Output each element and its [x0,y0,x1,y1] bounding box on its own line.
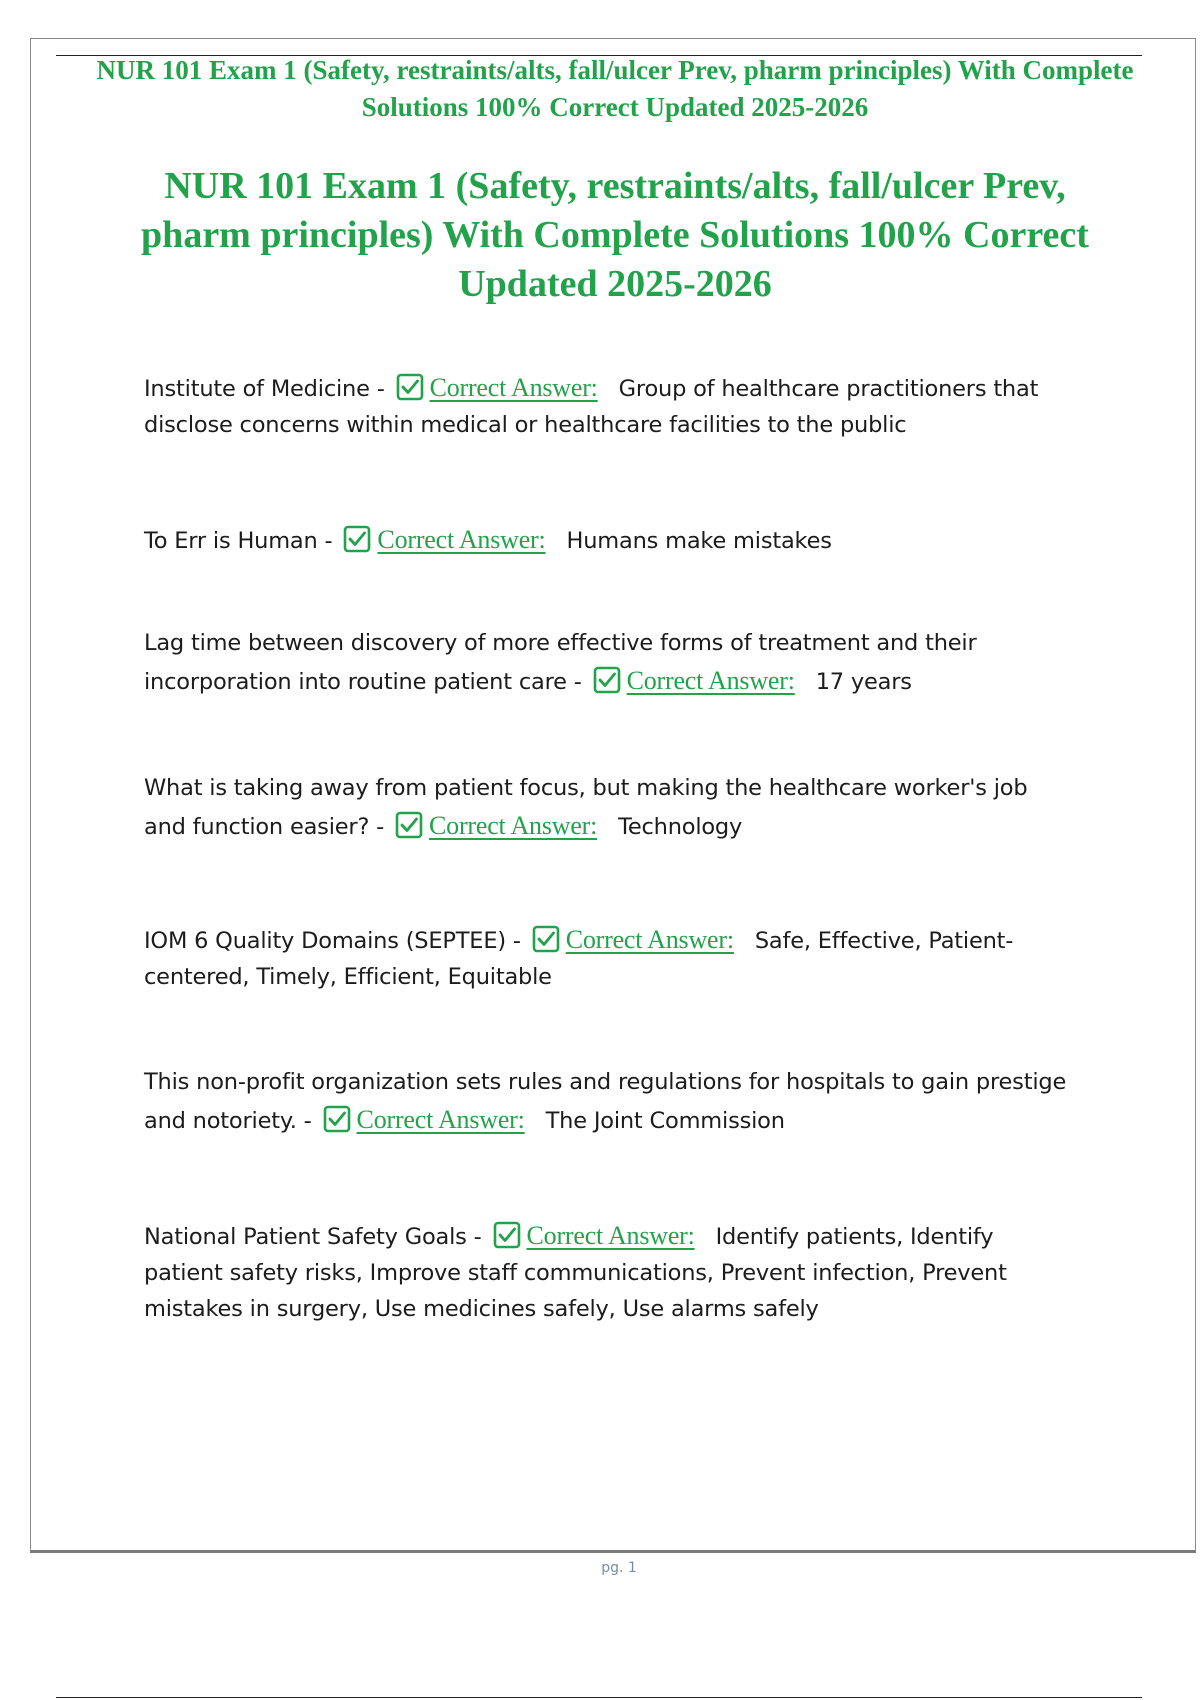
question-text: What is taking away from patient focus, but making the healthcare worker's job and function easier? - [144,775,1028,840]
correct-answer-label: Correct Answer: [377,525,546,554]
running-header: NUR 101 Exam 1 (Safety, restraints/alts, fall/ulcer Prev, pharm principles) With Complete Solutions 100% Correct Updated 2025-2026 [96,55,1134,122]
correct-answer-tag [532,922,734,958]
document-title: NUR 101 Exam 1 (Safety, restraints/alts, fall/ulcer Prev, pharm principles) With Complete Solutions 100% Correct Updated 2025-2026 [141,165,1089,305]
correct-answer-label: Correct Answer: [626,666,795,695]
correct-answer-tag [323,1101,525,1139]
correct-answer-label: Correct Answer: [356,1105,525,1134]
checkbox-check-icon [396,373,424,401]
page-number: pg. 1 [601,1560,637,1576]
question-text: Lag time between discovery of more effective forms of treatment and their incorporation into routine patient care - [144,630,977,695]
answer-text: Technology [618,814,743,840]
question-text: To Err is Human - [144,528,333,554]
correct-answer-tag [396,370,598,406]
checkbox-check-icon [493,1221,521,1249]
qa-item [144,522,1074,559]
question-text: This non-profit organization sets rules and regulations for hospitals to gain prestige and notoriety. - [144,1069,1067,1134]
correct-answer-tag [343,522,545,558]
checkbox-check-icon [343,525,371,553]
answer-text: Safe, Effective, Patient-centered, Timely, Efficient, Equitable [144,928,1014,990]
question-text: Institute of Medicine - [144,376,385,402]
answer-text: 17 years [815,669,912,695]
checkbox-check-icon [395,811,423,839]
qa-item [144,1063,1074,1140]
correct-answer-label: Correct Answer: [429,373,598,402]
qa-item [144,370,1074,443]
answer-text: The Joint Commission [545,1108,785,1134]
correct-answer-tag [493,1218,695,1254]
correct-answer-label: Correct Answer: [526,1221,695,1250]
correct-answer-label: Correct Answer: [565,925,734,954]
correct-answer-tag [593,662,795,700]
correct-answer-label: Correct Answer: [429,811,598,840]
checkbox-check-icon [532,925,560,953]
answer-text: Group of healthcare practitioners that disclose concerns within medical or healthcare facilities to the public [144,376,1039,438]
bottom-rule [56,1697,1142,1698]
answer-text: Humans make mistakes [566,528,832,554]
question-text: National Patient Safety Goals - [144,1224,482,1250]
qa-item [144,1218,1074,1327]
qa-item [144,922,1074,995]
question-text: IOM 6 Quality Domains (SEPTEE) - [144,928,521,954]
qa-item [144,769,1074,846]
checkbox-check-icon [593,666,621,694]
checkbox-check-icon [323,1105,351,1133]
answer-text: Identify patients, Identify patient safety risks, Improve staff communications, Prevent infection, Prevent mistakes in surgery, Use medicines safely, Use alarms safely [144,1224,1007,1322]
correct-answer-tag [395,807,597,845]
qa-item [144,624,1074,701]
